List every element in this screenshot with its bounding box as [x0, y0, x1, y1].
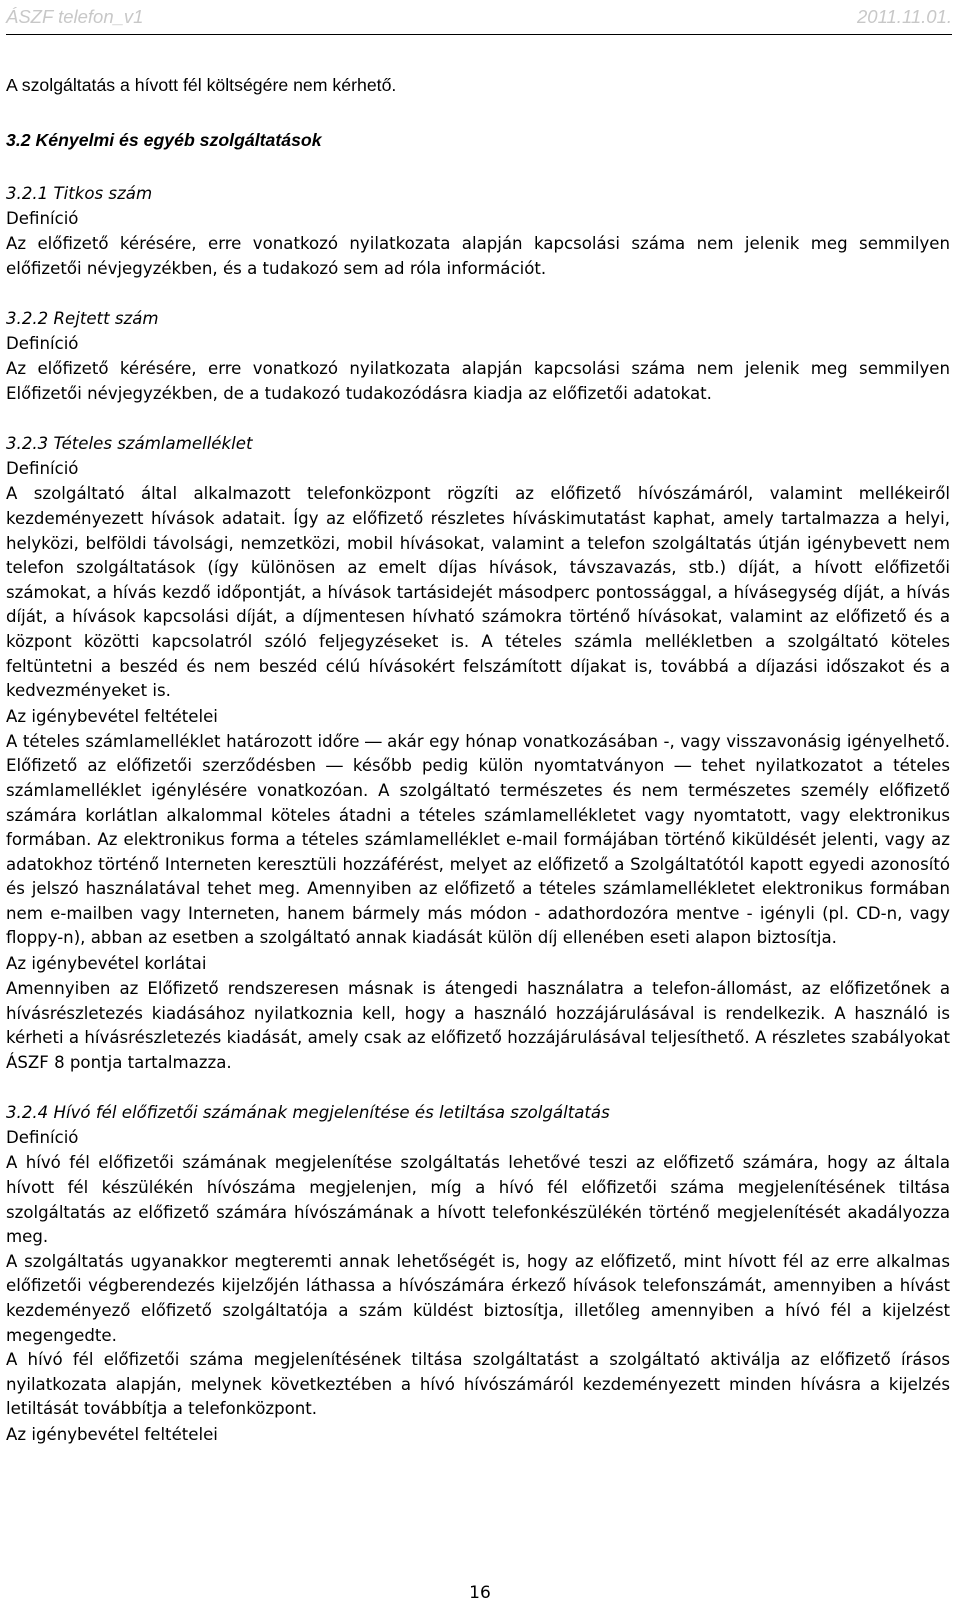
page-body: [6, 73, 950, 1448]
subsection-title: 3.2.3 Tételes számlamelléklet: [6, 434, 253, 454]
definition-label: Definíció: [6, 334, 79, 354]
subsection-title: 3.2.1 Titkos szám: [6, 184, 153, 203]
definition-label: Definíció: [6, 209, 79, 228]
subsection-3-2-3: [6, 432, 950, 1075]
conditions-label: Az igénybevétel feltételei: [6, 1424, 218, 1444]
conditions-label: Az igénybevétel feltételei: [6, 706, 218, 726]
intro-line: A szolgáltatás a hívott fél költségére nem kérhető.: [6, 75, 397, 95]
definition-text: Az előfizető kérésére, erre vonatkozó nyilatkozata alapján kapcsolási száma nem jelenik meg semmilyen Előfizetői névjegyzékben, de a tudakozó tudakozódásra kiadja az előfizetői adatokat.: [6, 359, 950, 403]
page-header: [6, 4, 952, 35]
subsection-3-2-1: [6, 182, 950, 281]
definition-label: Definíció: [6, 459, 79, 479]
subsection-title: 3.2.4 Hívó fél előfizetői számának megjelenítése és letiltása szolgáltatás: [6, 1103, 610, 1123]
limitations-label: Az igénybevétel korlátai: [6, 954, 207, 974]
limitations-text: Amennyiben az Előfizető rendszeresen másnak is átengedi használatra a telefon-állomást, az előfizetőnek a hívásrészletezés kiadásához nyilatkoznia kell, hogy a használó hozzájárulásával is rendelkezik. A használó is kérheti a hívásrészletezés kiadását, amely csak az előfizető hozzájárulásával teljesíthető. A részletes szabályokat ÁSZF 8 pontja tartalmazza.: [6, 979, 950, 1072]
paragraph-2: A szolgáltatás ugyanakkor megteremti annak lehetőségét is, hogy az előfizető, mint hívott fél az erre alkalmas előfizetői végberendezés kijelzőjén láthassa a hívószámára érkező hívások telefonszámát, amennyiben a hívást kezdeményező előfizető szolgáltatója a szám küldést biztosítja, illetőleg amennyiben a hívó fél a kijelzést megengedte.: [6, 1251, 950, 1345]
definition-text: Az előfizető kérésére, erre vonatkozó nyilatkozata alapján kapcsolási száma nem jelenik meg semmilyen előfizetői névjegyzékben, és a tudakozó sem ad róla információt.: [6, 234, 950, 278]
header-date: 2011.11.01.: [857, 6, 952, 27]
conditions-text: A tételes számlamelléklet határozott időre ― akár egy hónap vonatkozásában -, vagy visszavonásig igényelhető. Előfizető az előfizetői szerződésben ― később pedig külön nyomtatványon ― tehet nyilatkozatot a tételes számlamelléklet igénylésére vonatkozóan. A szolgáltató természetes és nem természetes személy előfizető számára korlátlan alkalommal köteles átadni a tételes számlamellékletet vagy nyomtatott, vagy elektronikus formában. Az elektronikus forma a tételes számlamelléklet e-mail formájában történő kiküldését jelenti, vagy az adatokhoz történő Interneten keresztüli hozzáférést, melyet az előfizető a Szolgáltatótól kapott egyedi azonosító és jelszó használatával tehet meg. Amennyiben az előfizető a tételes számlamellékletet elektronikus formában nem e-mailben vagy Interneten, hanem bármely más módon - adathordozóra mentve - igényli (pl. CD-n, vagy floppy-n), abban az esetben a szolgáltató annak kiadását külön díj ellenében eseti alapon biztosítja.: [6, 731, 950, 948]
header-doc-title: ÁSZF telefon_v1: [6, 6, 144, 27]
definition-label: Definíció: [6, 1128, 79, 1148]
paragraph-1: A hívó fél előfizetői számának megjelenítése szolgáltatás lehetővé teszi az előfizető számára, hogy az általa hívott fél készülékén hívószáma megjelenjen, míg a hívó fél előfizetői száma megjelenítésének tiltása szolgáltatás az előfizető számára hívószámának a hívott telefonkészülékén történő megjelenítését akadályozza meg.: [6, 1153, 950, 1247]
page-number: 16: [469, 1583, 491, 1603]
section-title-3-2: 3.2 Kényelmi és egyéb szolgáltatások: [6, 130, 322, 150]
subsection-3-2-4: [6, 1101, 950, 1448]
paragraph-3: A hívó fél előfizetői száma megjelenítésének tiltása szolgáltatást a szolgáltató aktiválja az előfizető írásos nyilatkozata alapján, melynek következtében a hívó hívószámáról kezdeményezett minden hívásra a kijelzés letiltását továbbítja a telefonközpont.: [6, 1350, 950, 1419]
subsection-title: 3.2.2 Rejtett szám: [6, 309, 159, 329]
definition-text: A szolgáltató által alkalmazott telefonközpont rögzíti az előfizető hívószámáról, valamint mellékeiről kezdeményezett hívások adatait. Így az előfizető részletes híváskimutatást kaphat, amely tartalmazza a helyi, helyközi, belföldi távolsági, nemzetközi, mobil hívásokat, valamint a telefon szolgáltatás útján igénybevett nem telefon szolgáltatások (így különösen az emelt díjas hívások, távszavazás, stb.) díját, a hívott előfizetői számokat, a hívás kezdő időpontját, a hívások tartásidejét másodperc pontossággal, a hívásegység díját, a hívás díját, a hívások kapcsolási díját, a díjmentesen hívható számokra történő hívásokat, valamint az előfizető és a központ közötti kapcsolatról szóló feljegyzéseket is. A tételes számla mellékletben a szolgáltató köteles feltüntetni a beszéd és nem beszéd célú hívásokért felszámított díjakat is, továbbá a díjazási időszakot és a kedvezményeket is.: [6, 484, 950, 701]
subsection-3-2-2: [6, 307, 950, 406]
